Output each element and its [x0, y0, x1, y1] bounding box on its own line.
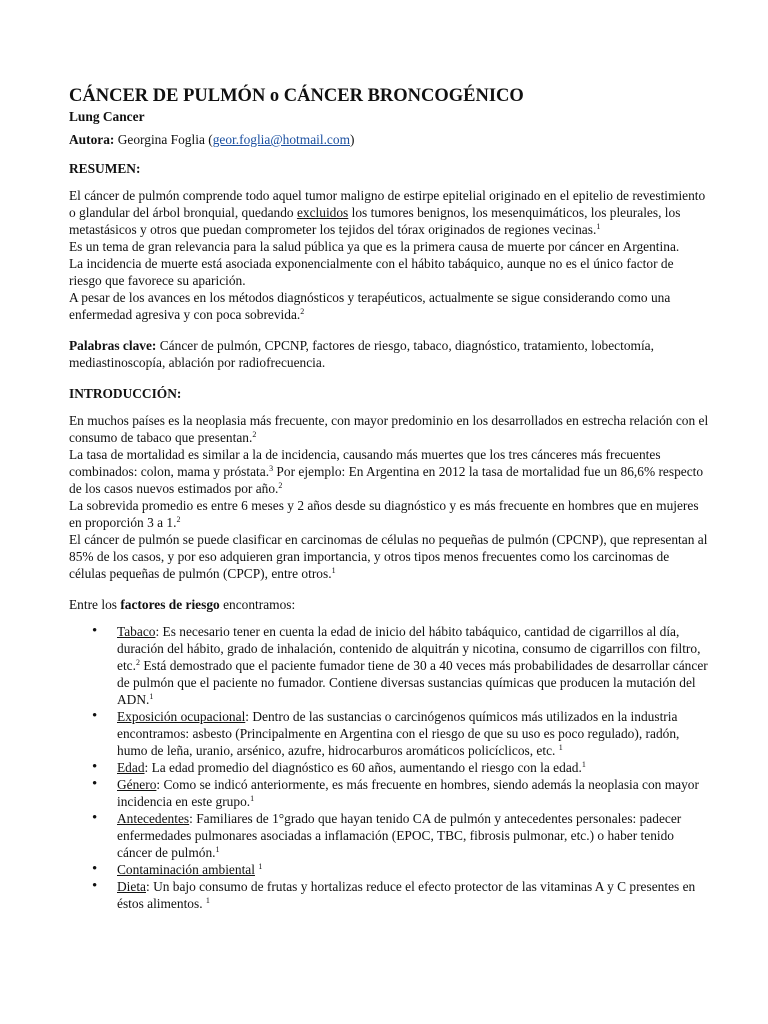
intro-p2-text-end: Por ejemplo: En Argentina en 2012 la tasa de mortalidad fue un 86,6% respecto de los casos nuevos estimados por año.: [69, 464, 704, 496]
citation-ref: 3: [269, 464, 274, 473]
resumen-p1-text: El cáncer de pulmón comprende todo aquel tumor maligno de estirpe epitelial originado en el epitelio de revestimiento o glandular del árbol bronquial, quedando: [69, 188, 706, 220]
author-label: Autora:: [69, 132, 115, 147]
citation-ref: 2: [278, 481, 283, 490]
list-item: [69, 776, 709, 810]
intro-paragraph-1: [69, 412, 709, 446]
list-item: [69, 759, 709, 776]
citation-ref: 1: [258, 862, 263, 871]
author-close: ): [349, 132, 355, 147]
citation-ref: 1: [596, 222, 601, 231]
intro-p3-text: La sobrevida promedio es entre 6 meses y 2 años desde su diagnóstico y es más frecuente en hombres que en mujeres en proporción 3 a 1.: [69, 498, 699, 530]
intro-paragraph-4: [69, 531, 709, 582]
risk-text-end: Está demostrado que el paciente fumador tiene de 30 a 40 veces más probabilidades de desarrollar cáncer de pulmón que el paciente no fumador. Contiene diversas sustancias químicas que producen la mutación del ADN.: [117, 658, 708, 707]
citation-ref: 1: [205, 896, 210, 905]
citation-ref: 1: [149, 692, 154, 701]
list-item: [69, 878, 709, 912]
keywords-line: [69, 337, 709, 371]
risk-term: Contaminación ambiental: [117, 862, 255, 877]
resumen-paragraph-2: Es un tema de gran relevancia para la salud pública ya que es la primera causa de muerte por cáncer en Argentina.: [69, 239, 680, 254]
citation-ref: 1: [215, 845, 220, 854]
citation-ref: 1: [558, 743, 563, 752]
citation-ref: 1: [331, 566, 336, 575]
resumen-paragraph-1: [69, 187, 709, 238]
risk-text: : Dentro de las sustancias o carcinógenos químicos más utilizados en la industria encontramos: asbesto (Principalmente en Argentina con el riesgo de que su uso es poco regulado), radón, humo de leña, uranio, arsénico, azufre, hidrocarburos aromáticos policíclicos, etc.: [117, 709, 680, 758]
risk-factors-list: [69, 623, 709, 912]
risk-term: Dieta: [117, 879, 146, 894]
risk-term: Antecedentes: [117, 811, 190, 826]
risk-intro-text: Entre los: [69, 597, 121, 612]
intro-heading: INTRODUCCIÓN:: [69, 386, 182, 401]
list-item: [69, 810, 709, 861]
intro-body: [69, 412, 709, 582]
citation-ref: 2: [252, 430, 257, 439]
resumen-body: [69, 187, 709, 323]
resumen-paragraph-4: [69, 289, 709, 323]
risk-text: : La edad promedio del diagnóstico es 60 años, aumentando el riesgo con la edad.: [144, 760, 582, 775]
risk-text: : Como se indicó anteriormente, es más frecuente en hombres, siendo además la neoplasia con mayor incidencia en este grupo.: [117, 777, 699, 809]
list-item: [69, 861, 709, 878]
list-item: [69, 708, 709, 759]
document-subtitle: Lung Cancer: [69, 109, 145, 124]
citation-ref: 2: [300, 307, 305, 316]
intro-paragraph-3: [69, 497, 709, 531]
risk-term: Género: [117, 777, 157, 792]
intro-p1-text: En muchos países es la neoplasia más frecuente, con mayor predominio en los desarrollados en estrecha relación con el consumo de tabaco que presentan.: [69, 413, 709, 445]
list-item: [69, 623, 709, 708]
author-name: Georgina Foglia (: [117, 132, 213, 147]
keywords-label: Palabras clave:: [69, 338, 157, 353]
risk-intro-text-end: encontramos:: [219, 597, 296, 612]
keywords-text: Cáncer de pulmón, CPCNP, factores de riesgo, tabaco, diagnóstico, tratamiento, lobectomía, mediastinoscopía, ablación por radiofrecuencia.: [69, 338, 654, 370]
resumen-p1-text-end: los tumores benignos, los mesenquimáticos, los pleurales, los metastásicos y otros que puedan comprometer los tejidos del tórax originados de regiones vecinas.: [69, 205, 681, 237]
resumen-heading: RESUMEN:: [69, 161, 141, 176]
risk-term: Exposición ocupacional: [117, 709, 246, 724]
document-title: CÁNCER DE PULMÓN o CÁNCER BRONCOGÉNICO: [69, 86, 524, 106]
intro-paragraph-2: [69, 446, 709, 497]
citation-ref: 1: [581, 760, 586, 769]
author-email-link[interactable]: geor.foglia@hotmail.com: [212, 132, 350, 147]
risk-factors-intro: [69, 596, 709, 613]
author-line: [69, 131, 709, 148]
resumen-p1-underlined: excluidos: [296, 205, 349, 220]
risk-term: Edad: [117, 760, 145, 775]
citation-ref: 2: [176, 515, 181, 524]
intro-p4-text: El cáncer de pulmón se puede clasificar en carcinomas de células no pequeñas de pulmón (CPCNP), que representan al 85% de los casos, y por eso adquieren gran importancia, y otros tipos menos frecuentes como los carcinomas de células pequeñas de pulmón (CPCP), entre otros.: [69, 532, 708, 581]
risk-text: : Familiares de 1°grado que hayan tenido CA de pulmón y antecedentes personales: padecer enfermedades pulmonares asociadas a inflamación (EPOC, TBC, fibrosis pulmonar, etc.) o haber tenido cáncer de pulmón.: [117, 811, 682, 860]
resumen-paragraph-3: La incidencia de muerte está asociada exponencialmente con el hábito tabáquico, aunque no es el único factor de riesgo que favorece su aparición.: [69, 256, 674, 288]
citation-ref: 2: [135, 658, 140, 667]
risk-intro-bold: factores de riesgo: [120, 597, 220, 612]
document-body: [69, 84, 709, 912]
risk-term: Tabaco: [117, 624, 156, 639]
intro-p2-text: La tasa de mortalidad es similar a la de incidencia, causando más muertes que los tres cánceres más frecuentes combinados: colon, mama y próstata.: [69, 447, 661, 479]
resumen-p4-text: A pesar de los avances en los métodos diagnósticos y terapéuticos, actualmente se sigue considerando como una enfermedad agresiva y con poca sobrevida.: [69, 290, 671, 322]
risk-text: : Un bajo consumo de frutas y hortalizas reduce el efecto protector de las vitaminas A y C presentes en éstos alimentos.: [117, 879, 696, 911]
citation-ref: 1: [250, 794, 255, 803]
risk-text: : Es necesario tener en cuenta la edad de inicio del hábito tabáquico, cantidad de cigarrillos al día, duración del hábito, grado de inhalación, contenido de alquitrán y nicotina, consumo de cigarrillos con filtro, etc.: [117, 624, 701, 673]
